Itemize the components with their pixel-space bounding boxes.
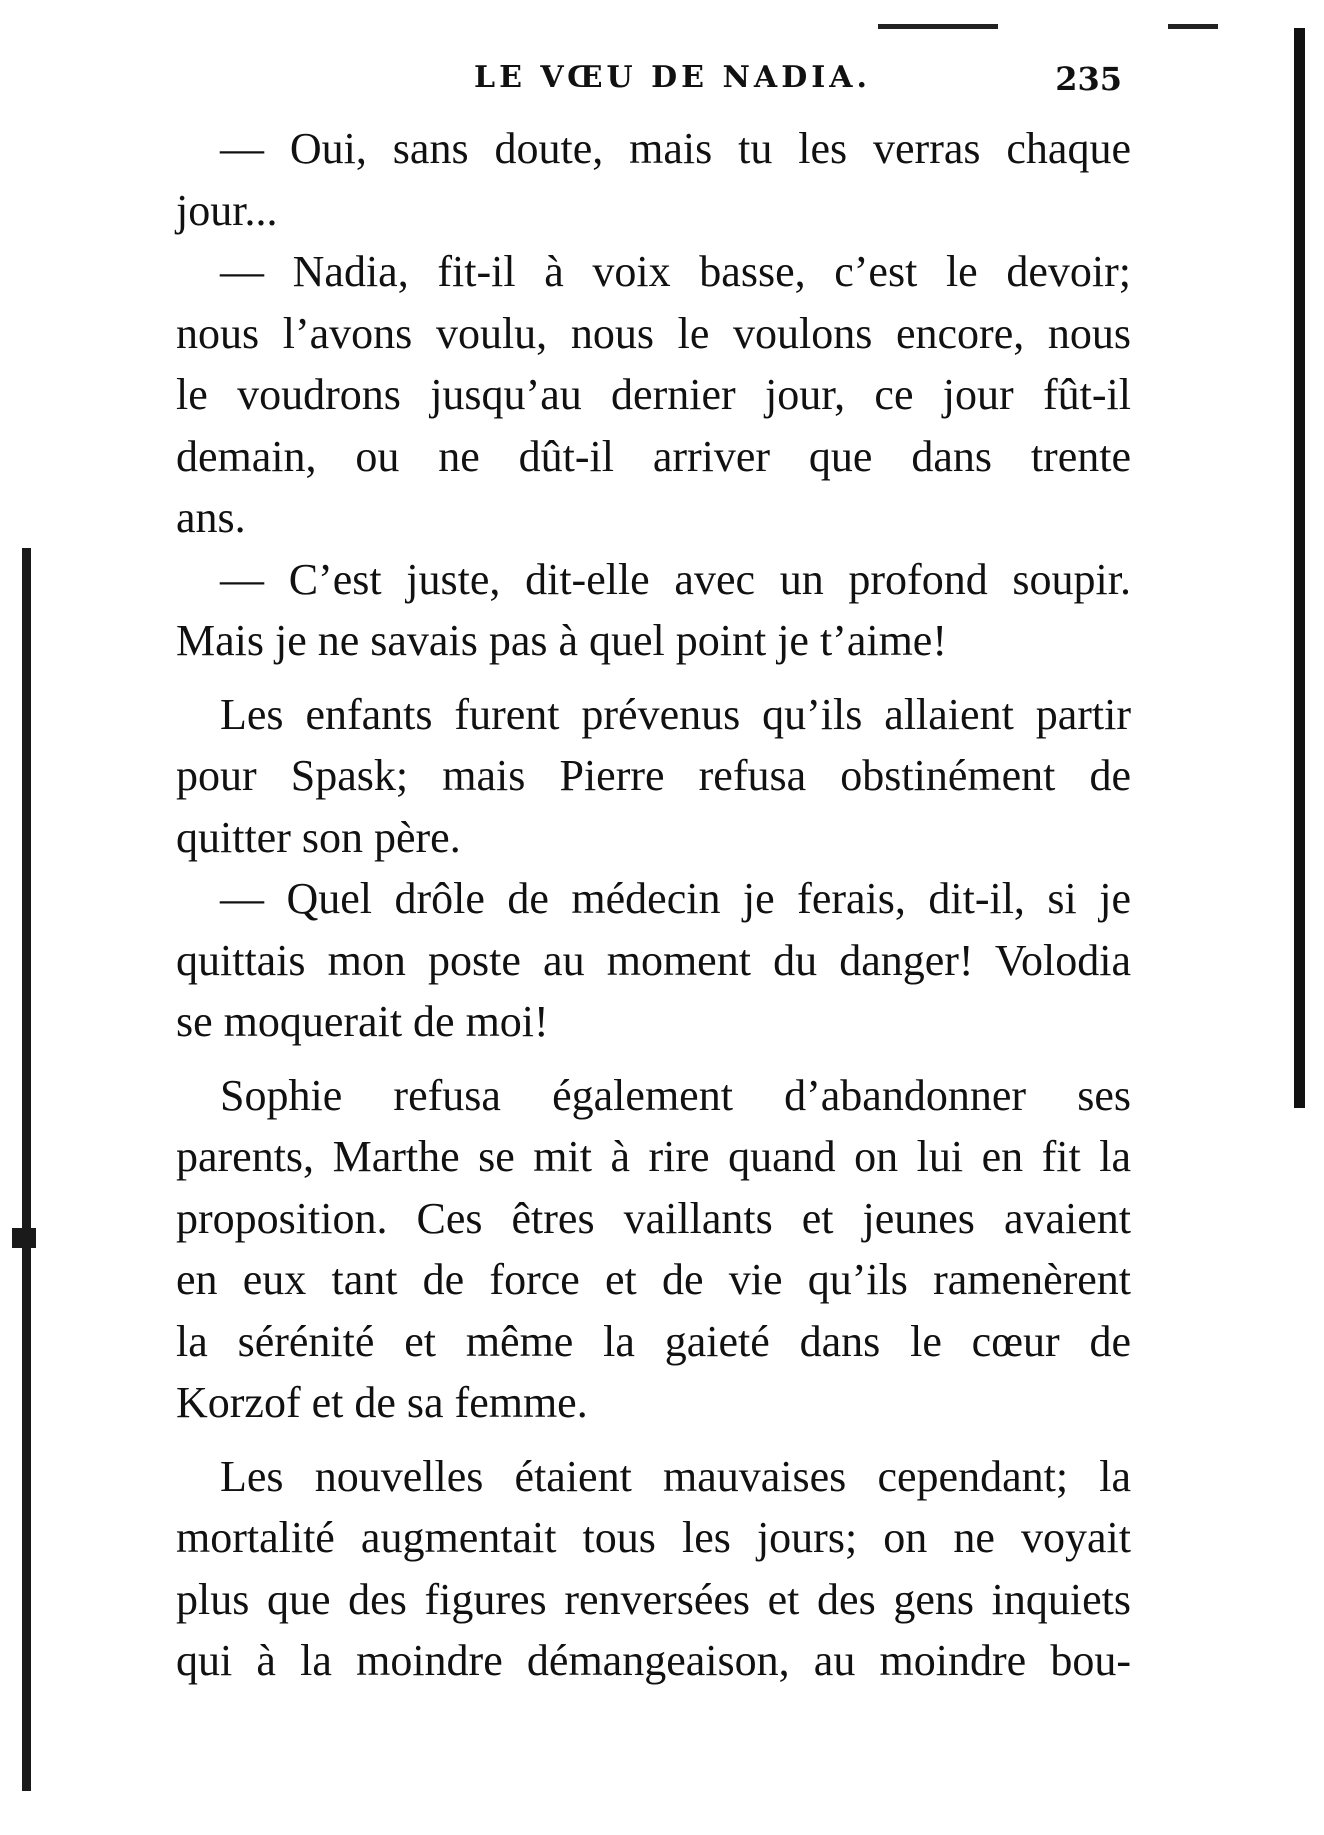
paragraph (176, 1446, 1131, 1692)
text-line: Les nouvelles étaient mauvaises cependant; la (220, 1451, 1131, 1501)
page-header (176, 48, 1132, 98)
body-text (176, 118, 1131, 1692)
text-line: Mais je ne savais pas à quel point je t’aime! (176, 616, 947, 665)
text-line: Les enfants furent prévenus qu’ils allaient partir (220, 689, 1131, 739)
text-line: quittais mon poste au moment du danger! Volodia (176, 935, 1131, 985)
text-line: plus que des figures renversées et des gens inquiets (176, 1574, 1131, 1624)
text-line: — Oui, sans doute, mais tu les verras chaque (220, 124, 1131, 173)
text-line: nous l’avons voulu, nous le voulons encore, nous (176, 308, 1131, 358)
paragraph (176, 549, 1131, 672)
scan-edge-right (1294, 28, 1305, 1108)
paragraph (176, 118, 1131, 241)
paragraph (176, 684, 1131, 869)
scan-mark-top-right (1168, 24, 1218, 29)
scan-mark-top (878, 24, 998, 29)
paragraph (176, 1065, 1131, 1434)
text-line: se moquerait de moi! (176, 997, 549, 1046)
text-line: ans. (176, 493, 246, 542)
text-line: jour... (176, 185, 278, 235)
text-line: mortalité augmentait tous les jours; on ne voyait (176, 1513, 1131, 1562)
text-line: quitter son père. (176, 812, 461, 862)
text-line: parents, Marthe se mit à rire quand on lui en fit la (176, 1132, 1131, 1181)
paragraph (176, 868, 1131, 1053)
text-line: qui à la moindre démangeaison, au moindre bou- (176, 1636, 1131, 1685)
text-line: — C’est juste, dit-elle avec un profond soupir. (220, 554, 1131, 604)
page-number: 235 (1055, 60, 1122, 98)
text-line: demain, ou ne dût-il arriver que dans trente (176, 431, 1131, 481)
text-line: Korzof et de sa femme. (176, 1378, 588, 1427)
text-line: la sérénité et même la gaieté dans le cœur de (176, 1316, 1131, 1366)
scan-edge-left-mark (12, 1228, 36, 1248)
text-line: en eux tant de force et de vie qu’ils ramenèrent (176, 1255, 1131, 1304)
text-line: Sophie refusa également d’abandonner ses (220, 1070, 1131, 1120)
running-title: LE VŒU DE NADIA. (474, 60, 871, 95)
scan-edge-left (22, 548, 31, 1791)
text-line: — Quel drôle de médecin je ferais, dit-il, si je (220, 874, 1131, 923)
text-line: le voudrons jusqu’au dernier jour, ce jour fût-il (176, 370, 1131, 419)
paragraph (176, 241, 1131, 549)
text-line: proposition. Ces êtres vaillants et jeunes avaient (176, 1193, 1131, 1243)
text-line: pour Spask; mais Pierre refusa obstinément de (176, 751, 1131, 800)
text-line: — Nadia, fit-il à voix basse, c’est le devoir; (220, 247, 1131, 296)
